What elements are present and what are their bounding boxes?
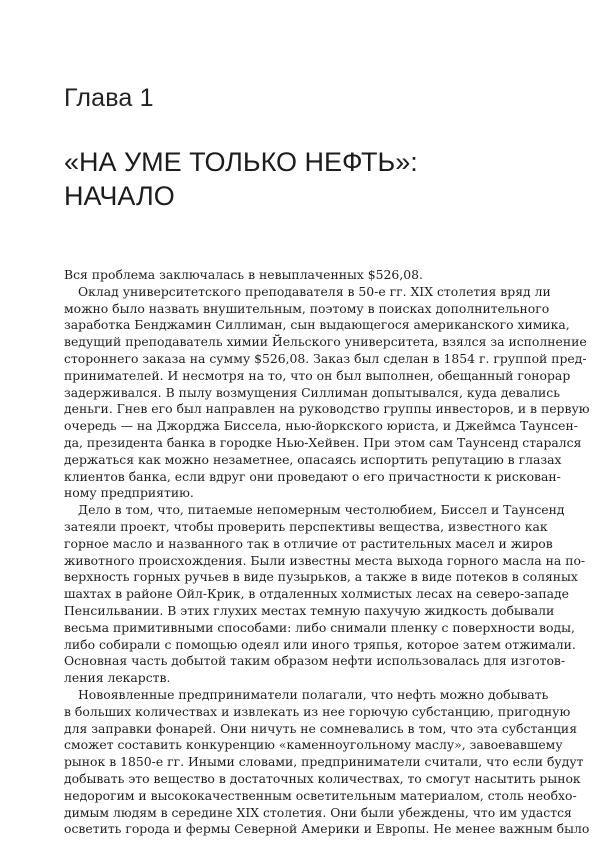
text-line: рынок в 1850-е гг. Иными словами, предприниматели считали, что если будут — [64, 754, 584, 770]
chapter-title — [64, 145, 418, 213]
text-line: ления лекарств. — [64, 670, 171, 686]
text-line: Оклад университетского преподавателя в 50-е гг. XIX столетия вряд ли — [78, 283, 551, 299]
text-line: горное масло и названного так в отличие от растительных масел и жиров — [64, 535, 553, 551]
text-line: заработка Бенджамин Силлиман, сын выдающегося американского химика, — [64, 317, 570, 333]
text-line: Пенсильвании. В этих глухих местах темную пахучую жидкость добывали — [64, 602, 555, 618]
paragraph — [64, 502, 586, 687]
text-line: добывать это вещество в достаточных количествах, то смогут насытить рынок — [64, 770, 581, 786]
text-line: ному предприятию. — [64, 485, 194, 501]
text-line: принимателей. И несмотря на то, что он был выполнен, обещанный гонорар — [64, 367, 571, 383]
chapter-title-line-2: НАЧАЛО — [64, 181, 175, 211]
text-line: да, президента банка в городке Нью-Хейвен. При этом сам Таунсенд старался — [64, 434, 582, 450]
text-line: задерживался. В пылу возмущения Силлиман допытывался, куда девались — [64, 384, 560, 400]
text-line: осветить города и фермы Северной Америки и Европы. Не менее важным было — [64, 821, 590, 837]
text-line: димым людям в середине XIX столетия. Они были убеждены, что им удастся — [64, 804, 572, 820]
text-line: весьма примитивными способами: либо снимали пленку с поверхности воды, — [64, 619, 575, 635]
chapter-number: Глава 1 — [64, 84, 154, 112]
text-line: Дело в том, что, питаемые непомерным честолюбием, Биссел и Таунсенд — [78, 502, 565, 518]
text-line: в больших количествах и извлекать из нее горючую субстанцию, пригодную — [64, 703, 571, 719]
chapter-title-line-1: «НА УМЕ ТОЛЬКО НЕФТЬ»: — [64, 147, 418, 177]
text-line: либо собирали с помощью одеял или иного тряпья, которое затем отжимали. — [64, 636, 576, 652]
text-line: деньги. Гнев его был направлен на руководство группы инвесторов, и в первую — [64, 401, 590, 417]
paragraph — [64, 283, 590, 502]
text-line: очередь — на Джорджа Биссела, нью-йоркского юриста, и Джеймса Таунсен- — [64, 418, 578, 434]
text-line: можно было назвать внушительным, поэтому в поисках дополнительного — [64, 300, 550, 316]
text-line: стороннего заказа на сумму $526,08. Заказ был сделан в 1854 г. группой пред- — [64, 350, 587, 366]
text-line: Новоявленные предприниматели полагали, что нефть можно добывать — [78, 686, 549, 702]
text-line: верхность горных ручьев в виде пузырьков, а также в виде потеков в соляных — [64, 569, 578, 585]
text-line: затеяли проект, чтобы проверить перспективы вещества, известного как — [64, 518, 548, 534]
body-text — [64, 267, 590, 838]
text-line: для заправки фонарей. Они ничуть не сомневались в том, что эта субстанция — [64, 720, 578, 736]
text-line: недорогим и высококачественным осветительным материалом, столь необхо- — [64, 787, 577, 803]
text-line: держаться как можно незаметнее, опасаясь испортить репутацию в глазах — [64, 451, 562, 467]
paragraph — [64, 686, 590, 838]
text-line: ведущий преподаватель химии Йельского университета, взялся за исполнение — [64, 334, 587, 350]
text-line: шахтах в районе Ойл-Крик, в отдаленных холмистых лесах на северо-западе — [64, 586, 569, 602]
paragraph — [64, 267, 537, 284]
text-line: животного происхождения. Были известны места выхода горного масла на по- — [64, 552, 586, 568]
text-line: Основная часть добытой таким образом нефти использовалась для изготов- — [64, 653, 566, 669]
text-line: сможет составить конкуренцию «каменноугольному маслу», завоевавшему — [64, 737, 563, 753]
text-line: Вся проблема заключалась в невыплаченных $526,08. — [64, 267, 423, 282]
text-line: клиентов банка, если вдруг они проведают о его причастности к рискован- — [64, 468, 561, 484]
